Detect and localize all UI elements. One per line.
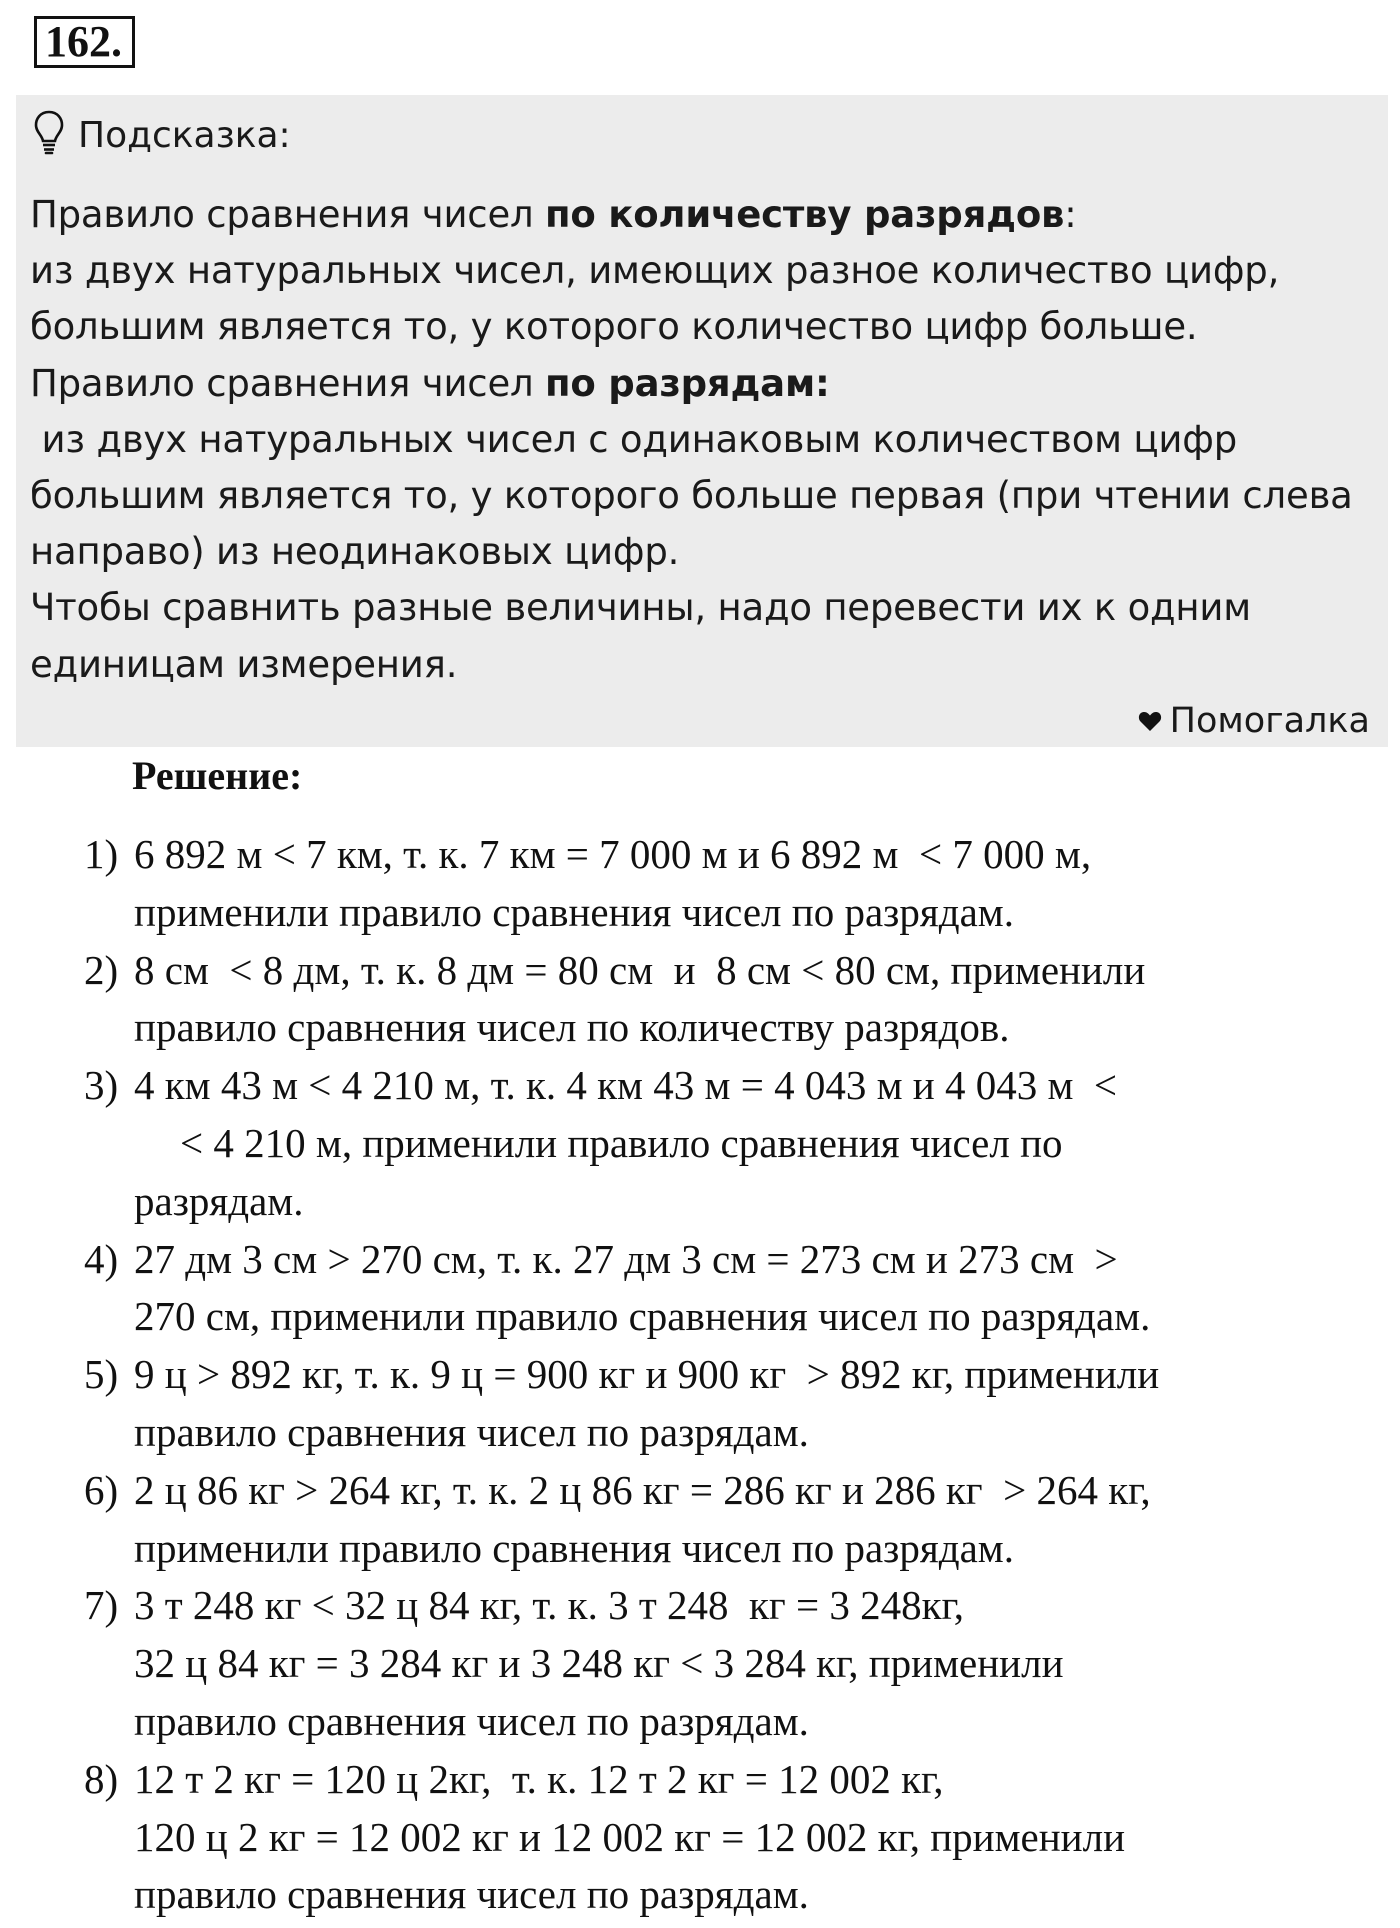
item-line: 12 т 2 кг = 120 ц 2кг, т. к. 12 т 2 кг = 12 002 кг, xyxy=(134,1755,944,1802)
brand-name: Помогалка xyxy=(1169,701,1370,741)
item-line: 8 см < 8 дм, т. к. 8 дм = 80 см и 8 см < 80 см, применили xyxy=(134,946,1146,993)
lightbulb-icon xyxy=(34,110,64,160)
item-number: 2) xyxy=(84,946,119,993)
solution-list xyxy=(84,826,1384,1924)
hint-line: большим является то, у которого количество цифр больше. xyxy=(30,305,1198,349)
item-line: 27 дм 3 см > 270 см, т. к. 27 дм 3 см = 273 см и 273 см > xyxy=(134,1235,1118,1282)
solution-item xyxy=(84,942,1384,1058)
solution-item xyxy=(84,1577,1384,1750)
hint-line: Чтобы сравнить разные величины, надо перевести их к одним xyxy=(30,586,1251,630)
item-number: 7) xyxy=(84,1582,119,1629)
hint-line: Правило сравнения чисел по количеству разрядов: xyxy=(30,193,1077,236)
hint-line: большим является то, у которого больше первая (при чтении слева xyxy=(30,474,1353,518)
heart-icon xyxy=(1138,701,1162,741)
item-line: правило сравнения чисел по разрядам. xyxy=(134,1408,809,1455)
solution-item xyxy=(84,1751,1384,1924)
item-number: 3) xyxy=(84,1062,119,1109)
item-line: < 4 210 м, применили правило сравнения чисел по xyxy=(180,1119,1063,1166)
item-line: правило сравнения чисел по разрядам. xyxy=(134,1697,809,1744)
item-number: 8) xyxy=(84,1755,119,1802)
hint-header xyxy=(34,105,291,165)
item-line: разрядам. xyxy=(134,1177,304,1224)
solution-item xyxy=(84,1231,1384,1347)
item-line: 270 см, применили правило сравнения чисел по разрядам. xyxy=(134,1293,1151,1340)
item-line: применили правило сравнения чисел по разрядам. xyxy=(134,888,1014,935)
hint-line: единицам измерения. xyxy=(30,642,458,686)
item-line: правило сравнения чисел по разрядам. xyxy=(134,1871,809,1918)
item-line: 2 ц 86 кг > 264 кг, т. к. 2 ц 86 кг = 286 кг и 286 кг > 264 кг, xyxy=(134,1466,1151,1513)
hint-line: направо) из неодинаковых цифр. xyxy=(30,530,680,574)
solution-title: Решение: xyxy=(132,753,303,798)
item-line: 120 ц 2 кг = 12 002 кг и 12 002 кг = 12 002 кг, применили xyxy=(134,1813,1126,1860)
item-number: 1) xyxy=(84,831,119,877)
hint-text xyxy=(30,187,1375,693)
solution-item xyxy=(84,826,1384,942)
item-number: 5) xyxy=(84,1351,119,1398)
hint-line: из двух натуральных чисел с одинаковым количеством цифр xyxy=(30,417,1237,461)
task-number: 162. xyxy=(34,16,135,68)
hint-line: Правило сравнения чисел по разрядам: xyxy=(30,361,830,405)
item-line: 6 892 м < 7 км, т. к. 7 км = 7 000 м и 6 892 м < 7 000 м, xyxy=(134,831,1092,877)
item-line: 3 т 248 кг < 32 ц 84 кг, т. к. 3 т 248 кг = 3 248кг, xyxy=(134,1582,964,1629)
hint-box xyxy=(16,95,1388,747)
item-line: правило сравнения чисел по количеству разрядов. xyxy=(134,1004,1010,1051)
item-line: 4 км 43 м < 4 210 м, т. к. 4 км 43 м = 4 043 м и 4 043 м < xyxy=(134,1062,1118,1109)
item-number: 4) xyxy=(84,1235,119,1282)
solution-item xyxy=(84,1462,1384,1578)
item-line: применили правило сравнения чисел по разрядам. xyxy=(134,1524,1014,1571)
item-line: 9 ц > 892 кг, т. к. 9 ц = 900 кг и 900 кг > 892 кг, применили xyxy=(134,1351,1160,1398)
solution-item xyxy=(84,1057,1384,1230)
brand-label xyxy=(1138,701,1370,741)
item-number: 6) xyxy=(84,1466,119,1513)
solution-item xyxy=(84,1346,1384,1462)
item-line: 32 ц 84 кг = 3 284 кг и 3 248 кг < 3 284 кг, применили xyxy=(134,1640,1064,1687)
hint-title: Подсказка: xyxy=(78,114,291,156)
hint-line: из двух натуральных чисел, имеющих разное количество цифр, xyxy=(30,249,1280,293)
